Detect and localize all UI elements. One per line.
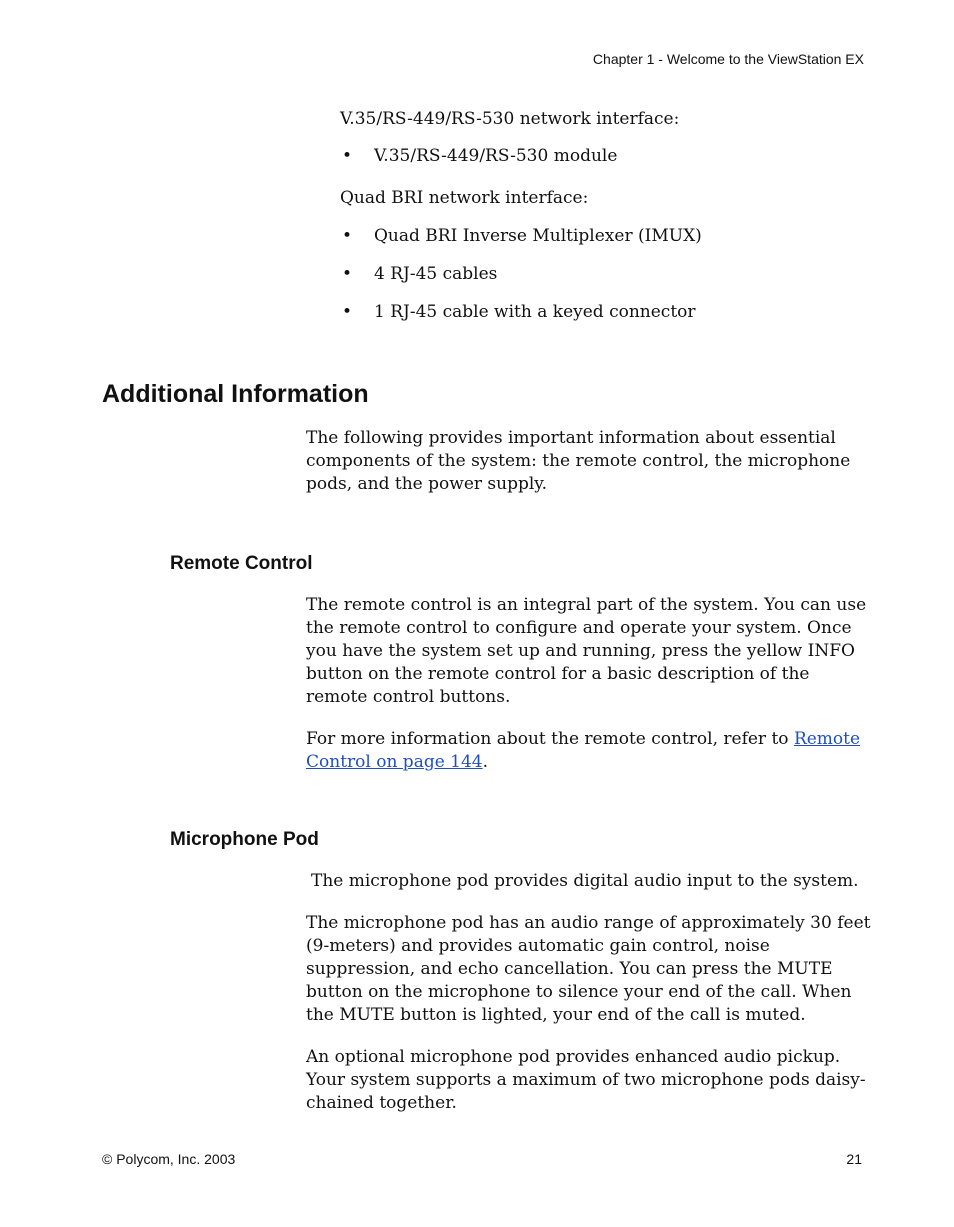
running-header: Chapter 1 - Welcome to the ViewStation EX (592, 51, 864, 67)
microphone-pod-body (306, 870, 872, 1115)
remote-control-reference-paragraph (306, 728, 872, 774)
list-item (340, 301, 860, 324)
remote-control-paragraph: The remote control is an integral part of the system. You can use the remote control to configure and operate your system. Once you have the system set up and running, press the yellow INFO button on the remote control for a basic description of the remote control buttons. (306, 595, 867, 707)
microphone-range-paragraph: The microphone pod has an audio range of approximately 30 feet (9-meters) and provides automatic gain control, noise suppression, and echo cancellation. You can press the MUTE button on the microphone to silence your end of the call. When the MUTE button is lighted, your end of the call is muted. (306, 913, 871, 1025)
additional-information-body (306, 427, 872, 496)
bullet-icon: • (342, 264, 353, 284)
quad-bri-list (340, 225, 860, 324)
microphone-intro-paragraph: The microphone pod provides digital audio input to the system. (311, 871, 859, 891)
network-interface-section (340, 108, 860, 324)
reference-suffix: . (482, 752, 489, 772)
reference-prefix: For more information about the remote control, refer to (306, 729, 794, 749)
list-item-text: Quad BRI Inverse Multiplexer (IMUX) (374, 226, 702, 246)
remote-control-page-link[interactable]: Remote Control on page 144 (306, 729, 861, 772)
list-item-text: 1 RJ-45 cable with a keyed connector (374, 302, 696, 322)
remote-control-body (306, 594, 872, 774)
bullet-icon: • (342, 226, 353, 246)
bullet-icon: • (342, 146, 353, 166)
copyright-notice: © Polycom, Inc. 2003 (102, 1151, 236, 1167)
bullet-icon: • (342, 302, 353, 322)
microphone-optional-paragraph: An optional microphone pod provides enhanced audio pickup. Your system supports a maximum of two microphone pods daisy-chained together. (306, 1047, 866, 1113)
remote-control-heading: Remote Control (170, 553, 313, 574)
additional-information-heading: Additional Information (102, 380, 369, 408)
additional-information-paragraph: The following provides important information about essential components of the system: the remote control, the microphone pods, and the power supply. (306, 428, 851, 494)
page-number: 21 (846, 1151, 862, 1167)
list-item (340, 225, 860, 248)
quad-bri-interface-label: Quad BRI network interface: (340, 188, 589, 208)
v35-list (340, 145, 860, 168)
v35-interface-label: V.35/RS-449/RS-530 network interface: (340, 109, 680, 129)
list-item (340, 263, 860, 286)
microphone-pod-heading: Microphone Pod (170, 829, 319, 850)
list-item-text: 4 RJ-45 cables (374, 264, 498, 284)
list-item (340, 145, 860, 168)
list-item-text: V.35/RS-449/RS-530 module (374, 146, 618, 166)
